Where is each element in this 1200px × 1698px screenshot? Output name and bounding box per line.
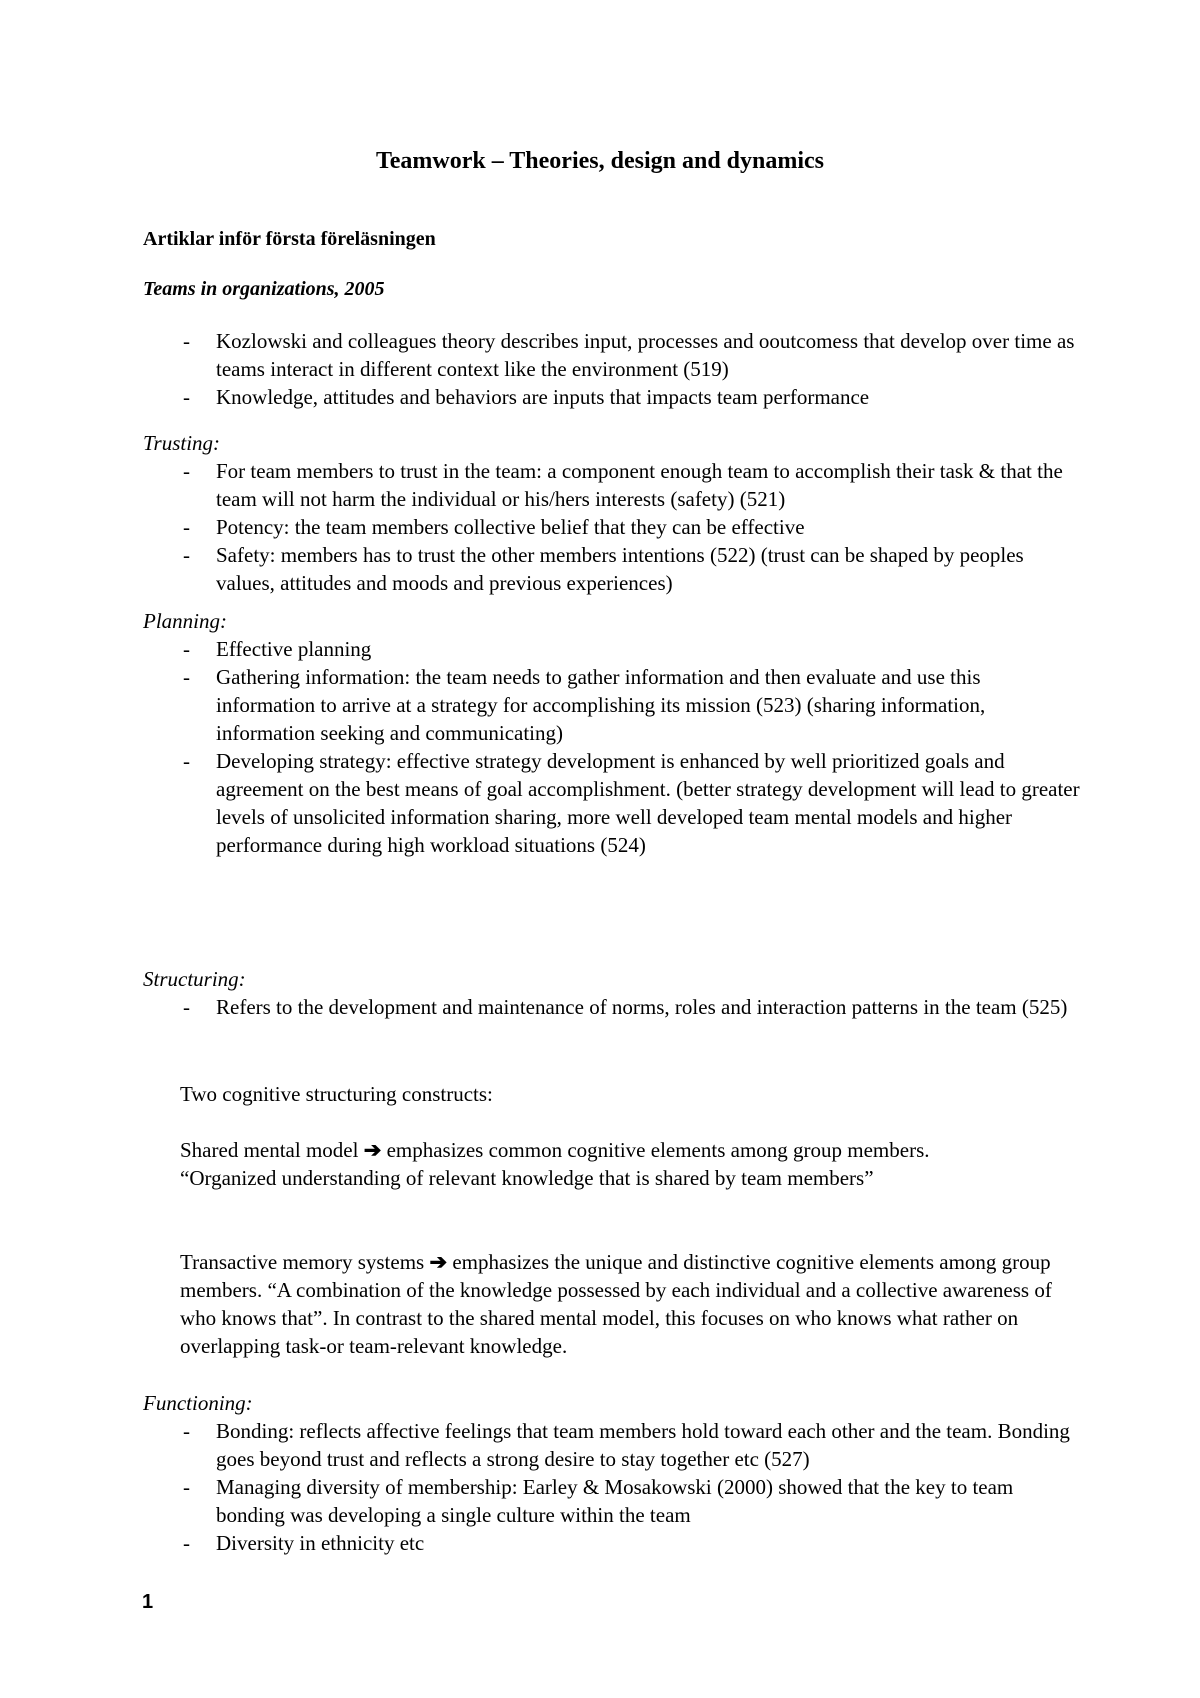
bullet-marker: - [183,385,190,409]
list-item-text: Developing strategy: effective strategy development is enhanced by well prioritized goals and agreement on the best means of goal accomplishment. (better strategy development will lead to greater levels of unsolicited information sharing, more well developed team mental models and higher performance during high workload situations (524) [216,749,1080,857]
list-item [143,383,1083,411]
definition: emphasizes common cognitive elements among group members. [386,1138,930,1162]
list-item [143,1473,1083,1529]
bullet-marker: - [183,459,190,483]
list-item-text: Knowledge, attitudes and behaviors are inputs that impacts team performance [216,385,870,409]
bullet-marker: - [183,637,190,661]
functioning-heading: Functioning: [143,1391,253,1415]
list-item [143,457,1083,513]
bullet-marker: - [183,515,190,539]
arrow-right-icon: ➔ [429,1250,448,1274]
document-title: Teamwork – Theories, design and dynamics [375,148,825,174]
list-item-text: Kozlowski and colleagues theory describes input, processes and ooutcomess that develop over time as teams interact in different context like the environment (519) [216,329,1075,381]
list-item [143,1529,1083,1557]
list-item [143,327,1083,383]
shared-mental-model-paragraph [180,1136,1080,1192]
list-item [143,513,1083,541]
list-item-text: Gathering information: the team needs to gather information and then evaluate and use this information to arrive at a strategy for accomplishing its mission (523) (sharing information, information seeking and communicating) [216,665,986,745]
planning-heading: Planning: [143,609,227,633]
functioning-bullet-list [143,1417,1083,1557]
trusting-heading: Trusting: [143,431,221,455]
quote-text: “Organized understanding of relevant knowledge that is shared by team members” [180,1166,874,1190]
structuring-heading: Structuring: [143,967,246,991]
bullet-marker: - [183,543,190,567]
list-item [143,541,1083,597]
paragraph-text [180,1248,1080,1360]
bullet-marker: - [183,1419,190,1443]
transactive-memory-paragraph [180,1248,1080,1360]
paragraph-text [180,1136,1080,1164]
list-item [143,747,1083,859]
arrow-right-icon: ➔ [363,1138,382,1162]
term: Shared mental model [180,1138,359,1162]
planning-bullet-list [143,635,1083,859]
bullet-marker: - [183,1531,190,1555]
list-item [143,635,1083,663]
list-item-text: Safety: members has to trust the other members intentions (522) (trust can be shaped by peoples values, attitudes and moods and previous experiences) [216,543,1024,595]
bullet-marker: - [183,749,190,773]
structuring-bullet-list [143,993,1083,1021]
list-item-text: Effective planning [216,637,372,661]
list-item-text: Refers to the development and maintenance of norms, roles and interaction patterns in the team (525) [216,995,1068,1019]
bullet-marker: - [183,665,190,689]
list-item-text: For team members to trust in the team: a component enough team to accomplish their task & that the team will not harm the individual or his/hers interests (safety) (521) [216,459,1063,511]
term: Transactive memory systems [180,1250,425,1274]
list-item-text: Diversity in ethnicity etc [216,1531,425,1555]
section-heading: Artiklar inför första föreläsningen [143,228,436,250]
article-subheading: Teams in organizations, 2005 [143,278,385,300]
list-item-text: Bonding: reflects affective feelings that team members hold toward each other and the team. Bonding goes beyond trust and reflects a strong desire to stay together etc (527) [216,1419,1070,1471]
page-number: 1 [142,1591,154,1613]
list-item-text: Potency: the team members collective belief that they can be effective [216,515,805,539]
bullet-marker: - [183,1475,190,1499]
list-item-text: Managing diversity of membership: Earley & Mosakowski (2000) showed that the key to team bonding was developing a single culture within the team [216,1475,1014,1527]
list-item [143,1417,1083,1473]
bullet-marker: - [183,995,190,1019]
list-item [143,993,1083,1021]
list-item [143,663,1083,747]
trusting-bullet-list [143,457,1083,597]
constructs-intro [180,1080,1080,1108]
bullet-marker: - [183,329,190,353]
paragraph-text: Two cognitive structuring constructs: [180,1082,493,1106]
intro-bullet-list [143,327,1083,411]
definition: emphasizes the unique and distinctive cognitive elements among group members. “A combination of the knowledge possessed by each individual and a collective awareness of who knows that”. In contrast to the shared mental model, this focuses on who knows what rather on overlapping task-or team-relevant knowledge. [180,1250,1052,1358]
